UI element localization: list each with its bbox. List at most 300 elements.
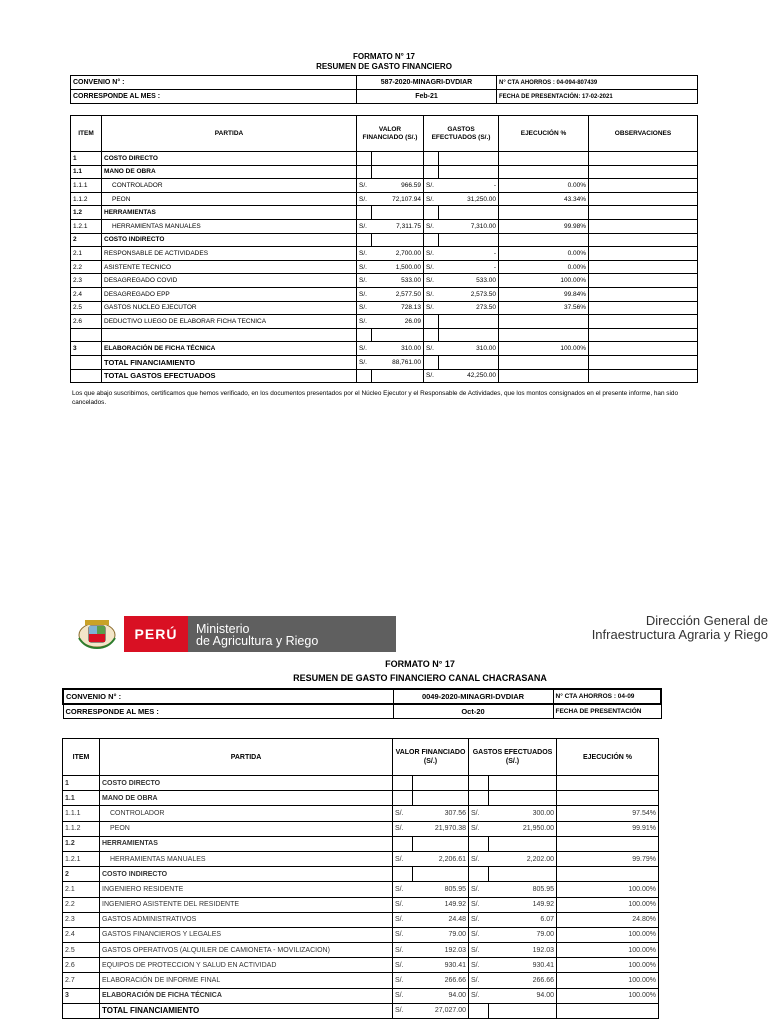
table-row xyxy=(63,806,659,821)
row-partida: DEDUCTIVO LUEGO DE ELABORAR FICHA TECNICA xyxy=(102,315,357,329)
total-fin-value: 88,761.00 xyxy=(372,355,424,369)
currency-symbol: S/. xyxy=(469,897,489,912)
row-valor-currency xyxy=(393,867,413,882)
row-ejecucion: 0.00% xyxy=(499,260,589,274)
doc1-total-financiamiento xyxy=(71,355,698,369)
table-row xyxy=(71,165,698,179)
currency-symbol: S/. xyxy=(357,287,372,301)
row-item: 2 xyxy=(71,233,102,247)
currency-symbol: S/. xyxy=(424,192,439,206)
currency-symbol: S/. xyxy=(393,897,413,912)
mes-value: Feb-21 xyxy=(357,90,497,104)
row-partida: EQUIPOS DE PROTECCION Y SALUD EN ACTIVIDAD xyxy=(100,958,393,973)
row-gasto xyxy=(439,233,499,247)
row-partida: INGENIERO RESIDENTE xyxy=(100,882,393,897)
row-item: 1.1 xyxy=(63,791,100,806)
row-partida: GASTOS FINANCIEROS Y LEGALES xyxy=(100,927,393,942)
row-gasto xyxy=(439,328,499,342)
row-gasto: 94.00 xyxy=(489,988,557,1003)
row-item: 3 xyxy=(63,988,100,1003)
row-gasto: - xyxy=(439,247,499,261)
currency-symbol: S/. xyxy=(424,287,439,301)
row-ejecucion: 100.00% xyxy=(557,973,659,988)
row-observaciones xyxy=(589,179,698,193)
table-row xyxy=(71,179,698,193)
row-item: 2.5 xyxy=(63,943,100,958)
mes2-label: CORRESPONDE AL MES : xyxy=(63,704,393,719)
row-item: 1.2.1 xyxy=(71,219,102,233)
row-item: 3 xyxy=(71,342,102,356)
currency-symbol: S/. xyxy=(469,973,489,988)
row-partida: CONTROLADOR xyxy=(100,806,393,821)
row-ejecucion xyxy=(499,206,589,220)
row-gasto-currency xyxy=(424,328,439,342)
row-gasto xyxy=(489,867,557,882)
row-observaciones xyxy=(589,328,698,342)
row-ejecucion xyxy=(499,165,589,179)
doc2-title: FORMATO N° 17 xyxy=(385,659,455,669)
doc2-total-financiamiento xyxy=(63,1003,659,1018)
row-observaciones xyxy=(589,260,698,274)
direccion-general xyxy=(592,614,768,642)
doc2-subtitle: RESUMEN DE GASTO FINANCIERO CANAL CHACRASANA xyxy=(293,673,547,683)
currency-symbol: S/. xyxy=(424,342,439,356)
row-valor: 24.48 xyxy=(413,912,469,927)
row-partida: GASTOS OPERATIVOS (ALQUILER DE CAMIONETA - MOVILIZACION) xyxy=(100,943,393,958)
col-gastos: GASTOS EFECTUADOS (S/.) xyxy=(424,116,499,152)
cta2-label: N° CTA AHORROS : 04-09 xyxy=(553,689,661,704)
doc1-table-header xyxy=(71,116,698,152)
row-gasto xyxy=(439,206,499,220)
row-gasto xyxy=(439,315,499,329)
document-page-2 xyxy=(0,596,768,1024)
table-row xyxy=(71,287,698,301)
row-partida xyxy=(102,328,357,342)
currency-symbol: S/. xyxy=(469,927,489,942)
convenio2-value: 0049-2020-MINAGRI-DVDIAR xyxy=(393,689,553,704)
row-partida: ELABORACIÓN DE INFORME FINAL xyxy=(100,973,393,988)
row-gasto: 149.92 xyxy=(489,897,557,912)
row-valor-currency xyxy=(357,233,372,247)
col-ejecucion: EJECUCIÓN % xyxy=(499,116,589,152)
row-valor-currency xyxy=(357,206,372,220)
row-valor: 728.13 xyxy=(372,301,424,315)
row-partida: COSTO INDIRECTO xyxy=(102,233,357,247)
table-row xyxy=(63,988,659,1003)
table-row xyxy=(71,328,698,342)
row-gasto: 21,950.00 xyxy=(489,821,557,836)
col-partida: PARTIDA xyxy=(102,116,357,152)
fecha-label: FECHA DE PRESENTACIÓN: 17-02-2021 xyxy=(497,90,698,104)
total2-fin-value: 27,027.00 xyxy=(413,1003,469,1018)
row-ejecucion: 99.91% xyxy=(557,821,659,836)
table-row xyxy=(63,912,659,927)
currency-symbol: S/. xyxy=(469,806,489,821)
row-valor: 7,311.75 xyxy=(372,219,424,233)
row-partida: HERRAMIENTAS xyxy=(102,206,357,220)
row-partida: INGENIERO ASISTENTE DEL RESIDENTE xyxy=(100,897,393,912)
ministry-line-2: de Agricultura y Riego xyxy=(196,634,319,648)
row-partida: DESAGREGADO EPP xyxy=(102,287,357,301)
table-row xyxy=(63,897,659,912)
row-partida: COSTO DIRECTO xyxy=(100,776,393,791)
row-valor: 2,206.61 xyxy=(413,851,469,866)
row-partida: DESAGREGADO COVID xyxy=(102,274,357,288)
row-ejecucion: 100.00% xyxy=(557,882,659,897)
row-observaciones xyxy=(589,192,698,206)
row-item: 2.1 xyxy=(63,882,100,897)
row-valor-currency xyxy=(357,328,372,342)
row-gasto: 79.00 xyxy=(489,927,557,942)
row-ejecucion: 100.00% xyxy=(557,988,659,1003)
row-gasto-currency xyxy=(424,233,439,247)
row-partida: HERRAMIENTAS MANUALES xyxy=(102,219,357,233)
row-valor-currency xyxy=(393,791,413,806)
row-valor: 307.56 xyxy=(413,806,469,821)
row-valor: 192.03 xyxy=(413,943,469,958)
table-row xyxy=(63,943,659,958)
row-item: 2.3 xyxy=(63,912,100,927)
row-gasto: 2,202.00 xyxy=(489,851,557,866)
currency-symbol: S/. xyxy=(424,247,439,261)
row-observaciones xyxy=(589,301,698,315)
row-gasto-currency xyxy=(424,152,439,166)
row-valor xyxy=(372,328,424,342)
row-valor xyxy=(372,206,424,220)
row-valor: 79.00 xyxy=(413,927,469,942)
row-valor xyxy=(413,776,469,791)
currency-symbol: S/. xyxy=(393,1003,413,1018)
table-row xyxy=(71,219,698,233)
row-ejecucion: 0.00% xyxy=(499,179,589,193)
ministry-name xyxy=(188,616,396,652)
coat-of-arms-icon xyxy=(70,616,124,652)
row-ejecucion: 100.00% xyxy=(557,927,659,942)
currency-symbol: S/. xyxy=(357,219,372,233)
row-ejecucion: 0.00% xyxy=(499,247,589,261)
row-valor: 2,700.00 xyxy=(372,247,424,261)
ministry-banner xyxy=(70,616,396,652)
row-gasto-currency xyxy=(424,165,439,179)
row-valor-currency xyxy=(357,165,372,179)
row-ejecucion xyxy=(499,152,589,166)
dg-line-1: Dirección General de xyxy=(645,613,768,628)
row-partida: MANO DE OBRA xyxy=(100,791,393,806)
row-gasto xyxy=(489,776,557,791)
row-item: 1.2 xyxy=(71,206,102,220)
currency-symbol: S/. xyxy=(393,882,413,897)
currency-symbol: S/. xyxy=(469,851,489,866)
row-ejecucion: 43.34% xyxy=(499,192,589,206)
row-valor xyxy=(413,836,469,851)
row-valor xyxy=(413,791,469,806)
cta-label: N° CTA AHORROS : 04-094-807439 xyxy=(497,76,698,90)
currency-symbol: S/. xyxy=(424,301,439,315)
row-gasto: 6.07 xyxy=(489,912,557,927)
row-partida: HERRAMIENTAS xyxy=(100,836,393,851)
row-item: 2.2 xyxy=(63,897,100,912)
row-observaciones xyxy=(589,342,698,356)
table-row xyxy=(71,247,698,261)
row-gasto: 2,573.50 xyxy=(439,287,499,301)
currency-symbol: S/. xyxy=(357,192,372,206)
row-gasto: 31,250.00 xyxy=(439,192,499,206)
row-ejecucion: 100.00% xyxy=(557,943,659,958)
row-valor: 533.00 xyxy=(372,274,424,288)
row-item: 2.3 xyxy=(71,274,102,288)
currency-symbol: S/. xyxy=(357,274,372,288)
col2-partida: PARTIDA xyxy=(100,739,393,776)
col-valor: VALOR FINANCIADO (S/.) xyxy=(357,116,424,152)
row-partida: ASISTENTE TECNICO xyxy=(102,260,357,274)
row-item: 1.1.1 xyxy=(63,806,100,821)
row-valor: 149.92 xyxy=(413,897,469,912)
row-gasto: 7,310.00 xyxy=(439,219,499,233)
row-observaciones xyxy=(589,315,698,329)
currency-symbol: S/. xyxy=(469,988,489,1003)
row-valor: 805.95 xyxy=(413,882,469,897)
table-row xyxy=(71,301,698,315)
row-item xyxy=(71,328,102,342)
col2-gastos: GASTOS EFECTUADOS (S/.) xyxy=(469,739,557,776)
currency-symbol: S/. xyxy=(469,943,489,958)
col-observaciones: OBSERVACIONES xyxy=(589,116,698,152)
currency-symbol: S/. xyxy=(357,315,372,329)
row-gasto xyxy=(489,791,557,806)
row-ejecucion: 100.00% xyxy=(499,274,589,288)
row-valor xyxy=(372,152,424,166)
table-row xyxy=(63,927,659,942)
row-item: 1.2.1 xyxy=(63,851,100,866)
currency-symbol: S/. xyxy=(357,355,372,369)
doc1-expense-table xyxy=(70,115,698,383)
row-ejecucion: 100.00% xyxy=(557,897,659,912)
currency-symbol: S/. xyxy=(424,274,439,288)
row-ejecucion: 99.84% xyxy=(499,287,589,301)
row-item: 1.1.1 xyxy=(71,179,102,193)
row-item: 2.1 xyxy=(71,247,102,261)
row-gasto: 533.00 xyxy=(439,274,499,288)
table-row xyxy=(63,973,659,988)
row-observaciones xyxy=(589,206,698,220)
fecha2-label: FECHA DE PRESENTACIÓN xyxy=(553,704,661,719)
row-gasto: 273.50 xyxy=(439,301,499,315)
currency-symbol: S/. xyxy=(357,247,372,261)
row-partida: ELABORACIÓN DE FICHA TÉCNICA xyxy=(100,988,393,1003)
row-gasto-currency xyxy=(469,791,489,806)
row-item: 1 xyxy=(71,152,102,166)
table-row xyxy=(63,776,659,791)
row-observaciones xyxy=(589,233,698,247)
table-row xyxy=(63,882,659,897)
row-observaciones xyxy=(589,165,698,179)
currency-symbol: S/. xyxy=(357,301,372,315)
mes-label: CORRESPONDE AL MES : xyxy=(71,90,357,104)
row-valor: 72,107.94 xyxy=(372,192,424,206)
row-partida: PEON xyxy=(102,192,357,206)
row-item: 1.2 xyxy=(63,836,100,851)
row-valor-currency xyxy=(393,836,413,851)
row-valor-currency xyxy=(357,152,372,166)
row-gasto: 192.03 xyxy=(489,943,557,958)
currency-symbol: S/. xyxy=(357,260,372,274)
row-observaciones xyxy=(589,247,698,261)
doc2-header-table xyxy=(62,688,662,719)
currency-symbol: S/. xyxy=(393,958,413,973)
row-valor xyxy=(372,165,424,179)
table-row xyxy=(71,152,698,166)
currency-symbol: S/. xyxy=(393,927,413,942)
doc2-table-header xyxy=(63,739,659,776)
table-row xyxy=(63,821,659,836)
table-row xyxy=(63,867,659,882)
currency-symbol: S/. xyxy=(424,260,439,274)
currency-symbol: S/. xyxy=(393,912,413,927)
row-ejecucion: 100.00% xyxy=(557,958,659,973)
doc1-total-gastos xyxy=(71,369,698,383)
currency-symbol: S/. xyxy=(393,973,413,988)
row-item: 2.6 xyxy=(63,958,100,973)
row-ejecucion: 37.56% xyxy=(499,301,589,315)
row-valor: 26.09 xyxy=(372,315,424,329)
row-item: 2.7 xyxy=(63,973,100,988)
row-partida: GASTOS NUCLEO EJECUTOR xyxy=(102,301,357,315)
table-row xyxy=(71,274,698,288)
row-gasto: 266.66 xyxy=(489,973,557,988)
table-row xyxy=(71,206,698,220)
currency-symbol: S/. xyxy=(393,821,413,836)
row-gasto-currency xyxy=(424,206,439,220)
currency-symbol: S/. xyxy=(357,342,372,356)
col2-ejecucion: EJECUCIÓN % xyxy=(557,739,659,776)
row-valor: 966.59 xyxy=(372,179,424,193)
total-fin-label: TOTAL FINANCIAMIENTO xyxy=(102,355,357,369)
row-ejecucion xyxy=(557,867,659,882)
row-ejecucion xyxy=(557,836,659,851)
table-row xyxy=(71,315,698,329)
doc1-header-table xyxy=(70,75,698,104)
mes2-value: Oct-20 xyxy=(393,704,553,719)
row-ejecucion: 99.98% xyxy=(499,219,589,233)
col2-item: ITEM xyxy=(63,739,100,776)
row-gasto: 310.00 xyxy=(439,342,499,356)
row-gasto: - xyxy=(439,260,499,274)
row-partida: HERRAMIENTAS MANUALES xyxy=(100,851,393,866)
row-valor xyxy=(372,233,424,247)
currency-symbol: S/. xyxy=(357,179,372,193)
convenio2-label: CONVENIO N° : xyxy=(63,689,393,704)
col2-valor: VALOR FINANCIADO (S/.) xyxy=(393,739,469,776)
currency-symbol: S/. xyxy=(469,958,489,973)
row-valor: 310.00 xyxy=(372,342,424,356)
row-ejecucion xyxy=(557,776,659,791)
table-row xyxy=(71,233,698,247)
table-row xyxy=(63,851,659,866)
row-partida: PEON xyxy=(100,821,393,836)
currency-symbol: S/. xyxy=(469,882,489,897)
table-row xyxy=(71,260,698,274)
row-valor: 266.66 xyxy=(413,973,469,988)
row-ejecucion xyxy=(499,315,589,329)
table-row xyxy=(63,836,659,851)
row-gasto-currency xyxy=(469,776,489,791)
row-partida: ELABORACIÓN DE FICHA TÉCNICA xyxy=(102,342,357,356)
total2-fin-label: TOTAL FINANCIAMIENTO xyxy=(100,1003,393,1018)
row-observaciones xyxy=(589,287,698,301)
row-partida: CONTROLADOR xyxy=(102,179,357,193)
row-ejecucion: 99.79% xyxy=(557,851,659,866)
doc2-expense-table xyxy=(62,738,659,1019)
row-gasto: 805.95 xyxy=(489,882,557,897)
row-item: 2 xyxy=(63,867,100,882)
dg-line-2: Infraestructura Agraria y Riego xyxy=(591,627,768,642)
row-gasto xyxy=(439,165,499,179)
ministry-line-1: Ministerio xyxy=(196,622,250,636)
convenio-value: 587-2020-MINAGRI-DVDIAR xyxy=(357,76,497,90)
currency-symbol: S/. xyxy=(393,806,413,821)
row-gasto-currency xyxy=(424,315,439,329)
row-valor xyxy=(413,867,469,882)
row-item: 1.1.2 xyxy=(63,821,100,836)
row-gasto-currency xyxy=(469,867,489,882)
row-gasto xyxy=(489,836,557,851)
currency-symbol: S/. xyxy=(393,851,413,866)
row-valor: 21,970.38 xyxy=(413,821,469,836)
certification-note: Los que abajo suscribimos, certificamos que hemos verificado, en los documentos presentados por el Núcleo Ejecutor y el Responsable de Actividades, que los montos consignados en el presente informe, han sido cancelados. xyxy=(72,390,679,406)
row-item: 2.4 xyxy=(63,927,100,942)
row-item: 1.1 xyxy=(71,165,102,179)
row-gasto: - xyxy=(439,179,499,193)
currency-symbol: S/. xyxy=(424,179,439,193)
convenio-label: CONVENIO N° : xyxy=(71,76,357,90)
row-ejecucion xyxy=(499,328,589,342)
row-gasto: 300.00 xyxy=(489,806,557,821)
currency-symbol: S/. xyxy=(424,369,439,383)
col-item: ITEM xyxy=(71,116,102,152)
row-valor: 94.00 xyxy=(413,988,469,1003)
currency-symbol: S/. xyxy=(393,943,413,958)
total-gas-value: 42,250.00 xyxy=(439,369,499,383)
row-partida: GASTOS ADMINISTRATIVOS xyxy=(100,912,393,927)
row-partida: COSTO DIRECTO xyxy=(102,152,357,166)
doc1-subtitle: RESUMEN DE GASTO FINANCIERO xyxy=(316,62,452,71)
currency-symbol: S/. xyxy=(469,912,489,927)
row-partida: RESPONSABLE DE ACTIVIDADES xyxy=(102,247,357,261)
row-gasto xyxy=(439,152,499,166)
row-item: 1.1.2 xyxy=(71,192,102,206)
row-ejecucion xyxy=(499,233,589,247)
row-valor: 930.41 xyxy=(413,958,469,973)
peru-logo: PERÚ xyxy=(124,616,188,652)
row-observaciones xyxy=(589,152,698,166)
row-valor-currency xyxy=(393,776,413,791)
currency-symbol: S/. xyxy=(393,988,413,1003)
row-ejecucion xyxy=(557,791,659,806)
row-item: 2.2 xyxy=(71,260,102,274)
row-ejecucion: 97.54% xyxy=(557,806,659,821)
currency-symbol: S/. xyxy=(424,219,439,233)
total-gas-label: TOTAL GASTOS EFECTUADOS xyxy=(102,369,357,383)
row-item: 1 xyxy=(63,776,100,791)
table-row xyxy=(63,958,659,973)
row-valor: 1,500.00 xyxy=(372,260,424,274)
row-valor: 2,577.50 xyxy=(372,287,424,301)
row-observaciones xyxy=(589,219,698,233)
row-item: 2.5 xyxy=(71,301,102,315)
row-gasto-currency xyxy=(469,836,489,851)
row-ejecucion: 100.00% xyxy=(499,342,589,356)
doc1-title: FORMATO N° 17 xyxy=(352,52,416,61)
